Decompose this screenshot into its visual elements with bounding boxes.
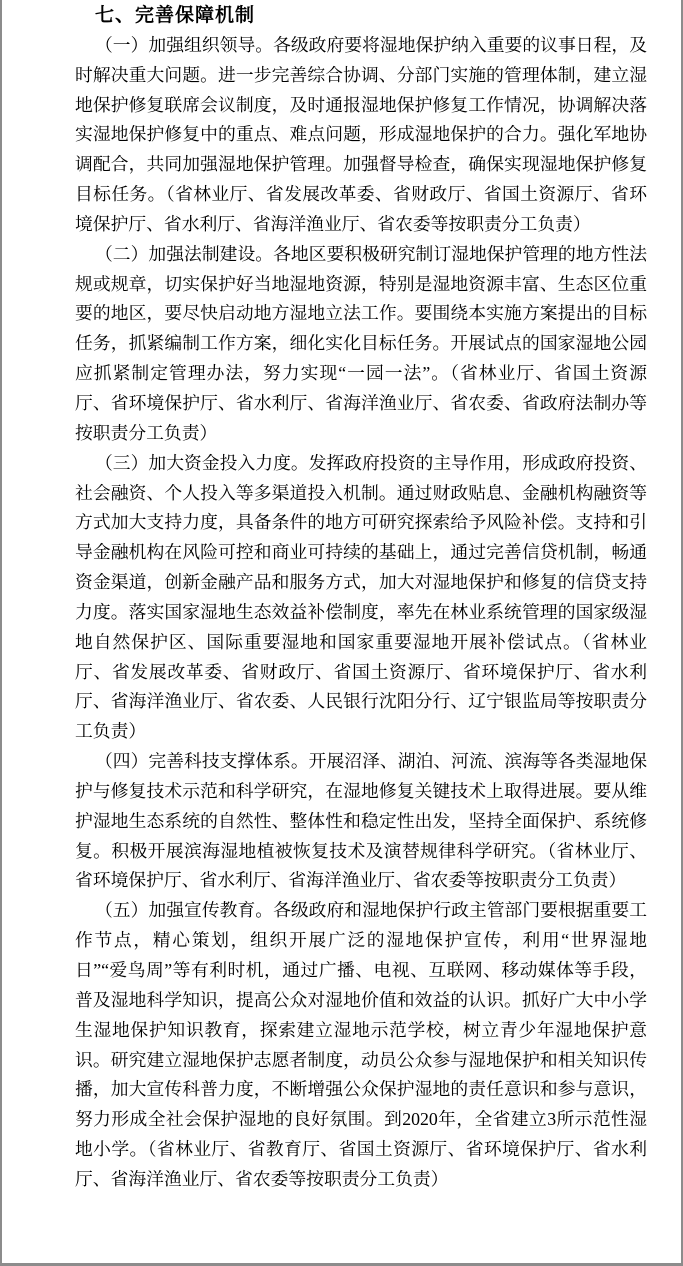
- paragraph-legal-system: （二）加强法制建设。各地区要积极研究制订湿地保护管理的地方性法规或规章，切实保护好当地湿地资源，特别是湿地资源丰富、生态区位重要的地区，要尽快启动地方湿地立法工作。要围绕本实施方案提出的目标任务，抓紧编制工作方案，细化实化目标任务。开展试点的国家湿地公园应抓紧制定管理办法，努力实现“一园一法”。（省林业厅、省国土资源厅、省环境保护厅、省水利厅、省海洋渔业厅、省农委、省政府法制办等按职责分工负责）: [75, 243, 647, 443]
- paragraph-funding-investment: （三）加大资金投入力度。发挥政府投资的主导作用，形成政府投资、社会融资、个人投入等多渠道投入机制。通过财政贴息、金融机构融资等方式加大支持力度，具备条件的地方可研究探索给予风险补偿。支持和引导金融机构在风险可控和商业可持续的基础上，通过完善信贷机制，畅通资金渠道，创新金融产品和服务方式，加大对湿地保护和修复的信贷支持力度。落实国家湿地生态效益补偿制度，率先在林业系统管理的国家级湿地自然保护区、国际重要湿地和国家重要湿地开展补偿试点。（省林业厅、省发展改革委、省财政厅、省国土资源厅、省环境保护厅、省水利厅、省海洋渔业厅、省农委、人民银行沈阳分行、辽宁银监局等按职责分工负责）: [75, 452, 647, 742]
- paragraph-publicity-education: （五）加强宣传教育。各级政府和湿地保护行政主管部门要根据重要工作节点，精心策划，组织开展广泛的湿地保护宣传，利用“世界湿地日”“爱鸟周”等有利时机，通过广播、电视、互联网、移动媒体等手段，普及湿地科学知识，提高公众对湿地价值和效益的认识。抓好广大中小学生湿地保护知识教育，探索建立湿地示范学校，树立青少年湿地保护意识。研究建立湿地保护志愿者制度，动员公众参与湿地保护和相关知识传播，加大宣传科普力度，不断增强公众保护湿地的责任意识和参与意识，努力形成全社会保护湿地的良好氛围。到2020年，全省建立3所示范性湿地小学。（省林业厅、省教育厅、省国土资源厅、省环境保护厅、省水利厅、省海洋渔业厅、省农委等按职责分工负责）: [75, 900, 647, 1189]
- document-content: [75, 1, 647, 1195]
- section-heading: 七、完善保障机制: [95, 5, 256, 26]
- paragraph-science-technology-support: （四）完善科技支撑体系。开展沼泽、湖泊、河流、滨海等各类湿地保护与修复技术示范和科学研究，在湿地修复关键技术上取得进展。要从维护湿地生态系统的自然性、整体性和稳定性出发，坚持全面保护、系统修复。积极开展滨海湿地植被恢复技术及演替规律科学研究。（省林业厅、省环境保护厅、省水利厅、省海洋渔业厅、省农委等按职责分工负责）: [75, 751, 647, 891]
- paragraph-organization-leadership: （一）加强组织领导。各级政府要将湿地保护纳入重要的议事日程，及时解决重大问题。进一步完善综合协调、分部门实施的管理体制，建立湿地保护修复联席会议制度，及时通报湿地保护修复工作情况，协调解决落实湿地保护修复中的重点、难点问题，形成湿地保护的合力。强化军地协调配合，共同加强湿地保护管理。加强督导检查，确保实现湿地保护修复目标任务。（省林业厅、省发展改革委、省财政厅、省国土资源厅、省环境保护厅、省水利厅、省海洋渔业厅、省农委等按职责分工负责）: [75, 34, 647, 234]
